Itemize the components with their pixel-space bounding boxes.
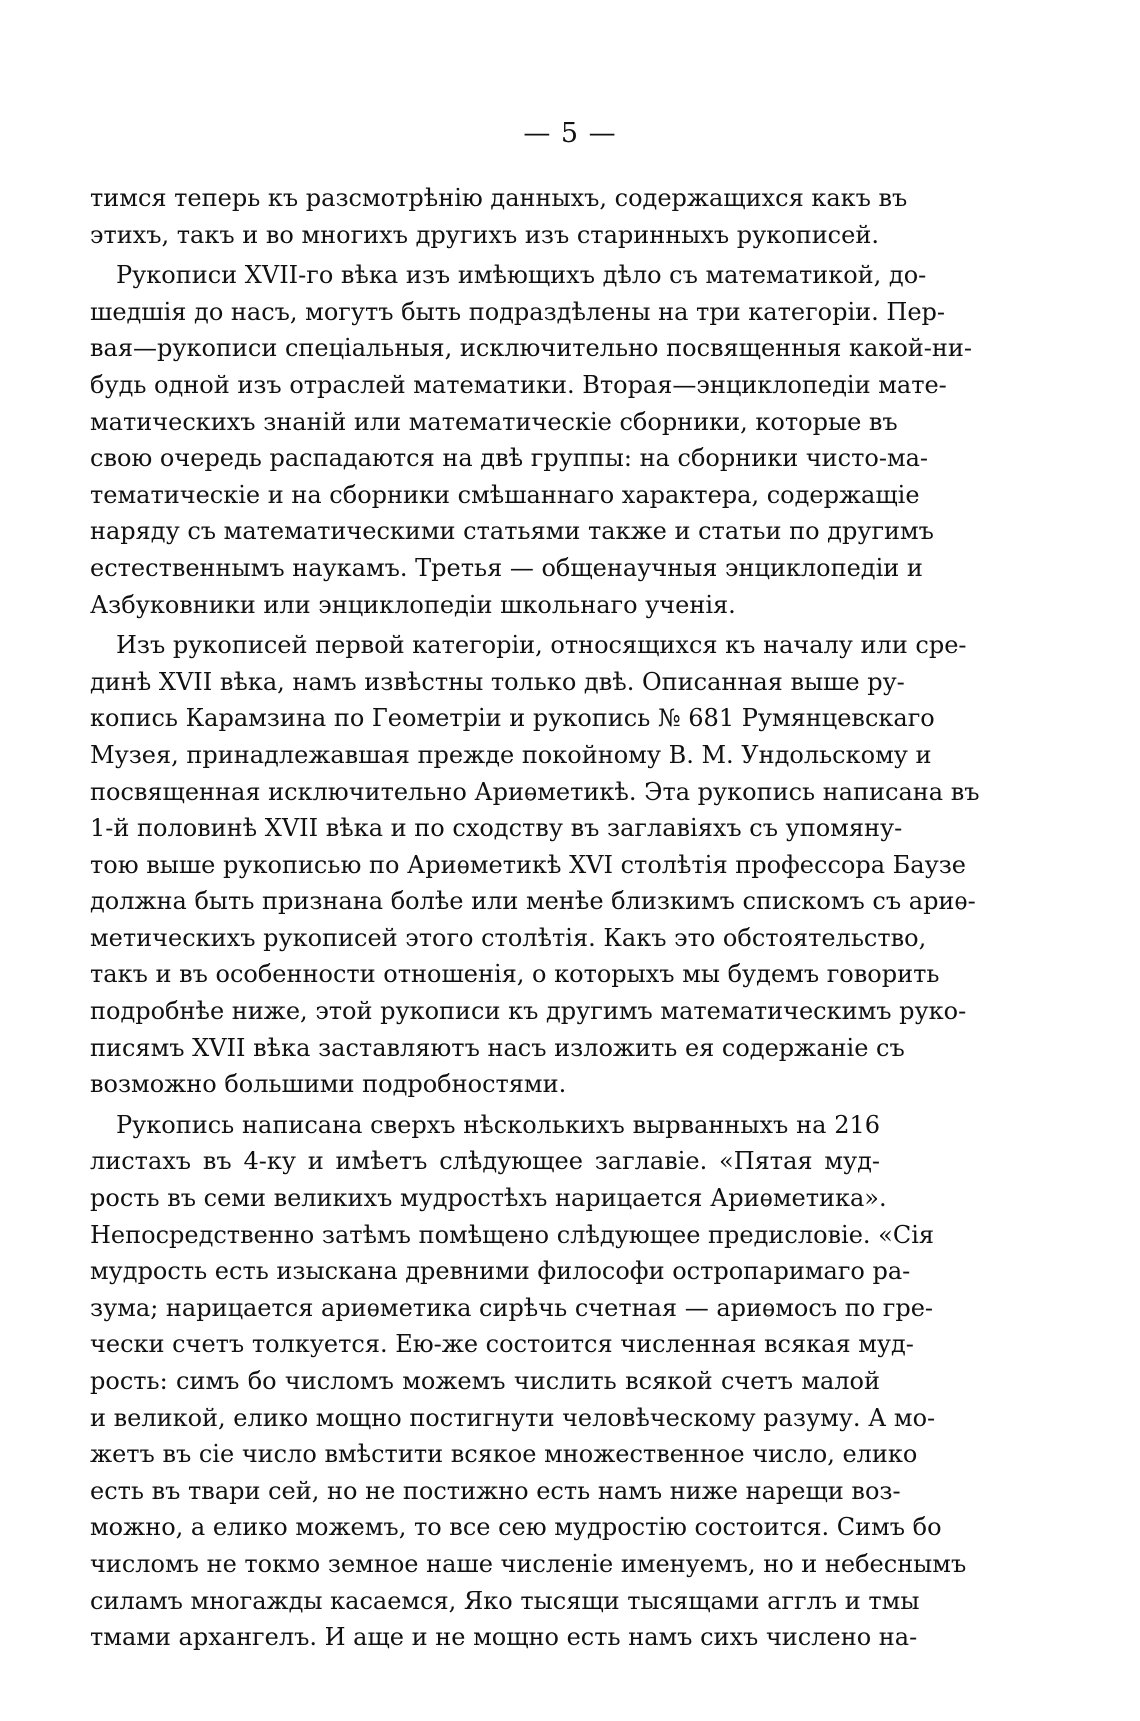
text-line: Непосредственно затѣмъ помѣщено слѣдующее предисловіе. «Сія — [90, 1220, 935, 1249]
page-number: — 5 — — [523, 118, 617, 149]
text-line: тимся теперь къ разсмотрѣнію данныхъ, содержащихся какъ въ — [90, 184, 908, 212]
text-line: Изъ рукописей первой категоріи, относящихся къ началу или сре- — [116, 631, 967, 660]
text-line: копись Карамзина по Геометріи и рукопись № 681 Румянцевскаго — [90, 704, 935, 733]
text-line: возможно большими подробностями. — [90, 1070, 567, 1099]
text-line: свою очередь распадаются на двѣ группы: на сборники чисто-ма- — [90, 444, 929, 473]
text-line: будь одной изъ отраслей математики. Вторая—энциклопедіи мате- — [90, 370, 947, 399]
text-line: Азбуковники или энциклопедіи школьнаго ученія. — [90, 590, 736, 619]
text-line: листахъ въ 4-ку и имѣетъ слѣдующее заглавіе. «Пятая муд- — [90, 1147, 880, 1176]
text-line: Рукописи XVII-го вѣка изъ имѣющихъ дѣло съ математикой, до- — [116, 261, 927, 290]
text-line: должна быть признана болѣе или менѣе близкимъ спискомъ съ ариѳ- — [90, 887, 976, 916]
text-line: 1-й половинѣ XVII вѣка и по сходству въ заглавіяхъ съ упомяну- — [90, 814, 903, 843]
text-line: рость: симъ бо числомъ можемъ числить всякой счетъ малой — [90, 1367, 880, 1395]
text-line: посвященная исключительно Ариѳметикѣ. Эта рукопись написана въ — [90, 777, 980, 806]
text-line: тмами архангелъ. И аще и не мощно есть намъ сихъ числено на- — [90, 1623, 918, 1652]
text-line: есть въ твари сей, но не постижно есть намъ ниже нарещи воз- — [90, 1476, 901, 1505]
text-line: силамъ многажды касаемся, Яко тысящи тысящами агглъ и тмы — [90, 1586, 920, 1615]
text-line: подробнѣе ниже, этой рукописи къ другимъ математическимъ руко- — [90, 997, 967, 1026]
text-line: числомъ не токмо земное наше численіе именуемъ, но и небеснымъ — [90, 1549, 967, 1578]
text-line: матическихъ знаній или математическіе сборники, которые въ — [90, 407, 898, 436]
text-line: динѣ XVII вѣка, намъ извѣстны только двѣ. Описанная выше ру- — [90, 667, 905, 696]
text-line: наряду съ математическими статьями также и статьи по другимъ — [90, 517, 934, 546]
text-line: вая—рукописи спеціальныя, исключительно посвященныя какой-ни- — [90, 334, 973, 363]
text-line: чески счетъ толкуется. Ею-же состоится численная всякая муд- — [90, 1330, 914, 1359]
text-line: такъ и въ особенности отношенія, о которыхъ мы будемъ говорить — [90, 960, 940, 989]
text-line: жетъ въ сіе число вмѣстити всякое множественное число, елико — [90, 1440, 918, 1469]
body-text — [90, 180, 980, 1656]
text-line: шедшія до насъ, могутъ быть подраздѣлены на три категоріи. Пер- — [90, 297, 946, 326]
text-line: писямъ XVII вѣка заставляютъ насъ изложить ея содержаніе съ — [90, 1033, 905, 1062]
text-line: естественнымъ наукамъ. Третья — общенаучныя энциклопедіи и — [90, 553, 923, 582]
text-line: тематическіе и на сборники смѣшаннаго характера, содержащіе — [90, 480, 920, 509]
text-line: метическихъ рукописей этого столѣтія. Какъ это обстоятельство, — [90, 923, 927, 952]
text-line: Музея, принадлежавшая прежде покойному В. М. Ундольскому и — [90, 740, 932, 769]
text-line: можно, а елико можемъ, то все сею мудростію состоится. Симъ бо — [90, 1513, 942, 1542]
text-line: этихъ, такъ и во многихъ другихъ изъ старинныхъ рукописей. — [90, 220, 879, 249]
text-line: Рукопись написана сверхъ нѣсколькихъ вырванныхъ на 216 — [116, 1110, 880, 1139]
text-line: зума; нарицается ариѳметика сирѣчь счетная — ариѳмосъ по гре- — [90, 1293, 934, 1322]
text-line: тою выше рукописью по Ариѳметикѣ XVI столѣтія профессора Баузе — [90, 850, 966, 879]
text-line: и великой, елико мощно постигнути человѣческому разуму. А мо- — [90, 1403, 936, 1432]
text-line: рость въ семи великихъ мудростѣхъ нарицается Ариѳметика». — [90, 1184, 887, 1213]
text-line: мудрость есть изыскана древними философи остропаримаго ра- — [90, 1257, 911, 1286]
